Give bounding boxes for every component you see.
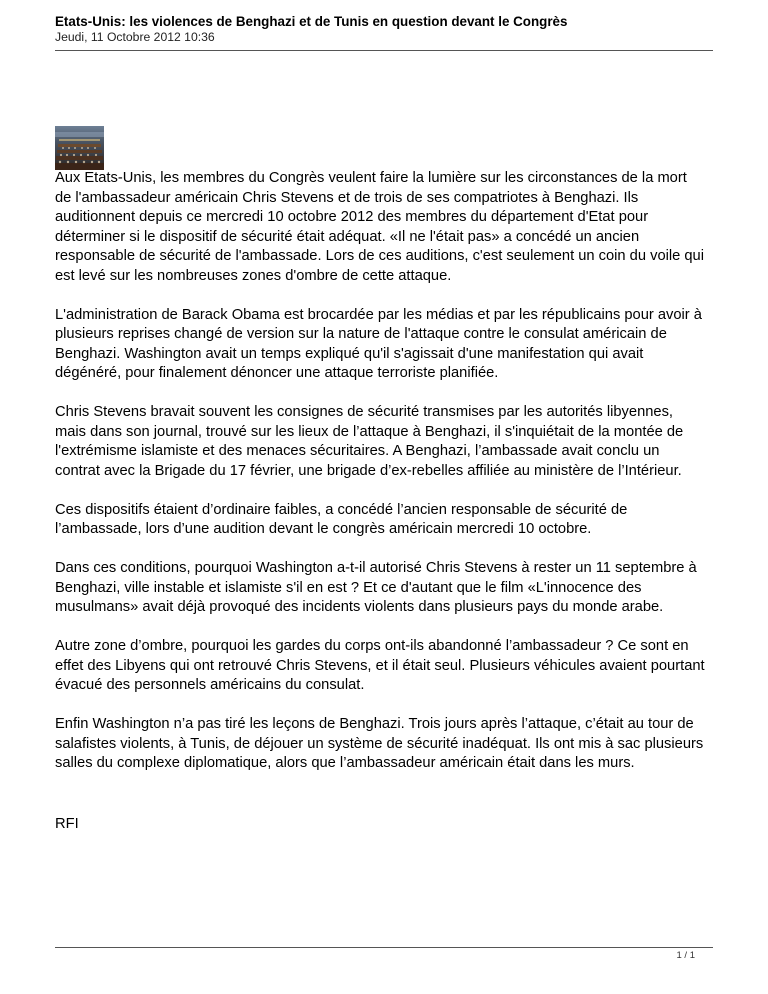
article-paragraph: Ces dispositifs étaient d’ordinaire faibles, a concédé l’ancien responsable de sécurité de l’ambassade, lors d’une audition devant le congrès américain mercredi 10 octobre. bbox=[55, 501, 628, 537]
article-paragraph: Autre zone d’ombre, pourquoi les gardes du corps ont-ils abandonné l’ambassadeur ? Ce sont en effet des Libyens qui ont retrouvé Chris Stevens, et il était seul. Plusieurs véhicules avaient pourtant évacué des personnels américains du consulat. bbox=[55, 638, 705, 693]
article-body bbox=[55, 169, 705, 793]
header-divider bbox=[55, 50, 713, 51]
page-header bbox=[55, 13, 713, 45]
page-number: 1 / 1 bbox=[676, 950, 695, 961]
footer-divider bbox=[55, 947, 713, 948]
article-paragraph: Enfin Washington n’a pas tiré les leçons de Benghazi. Trois jours après l’attaque, c’était au tour de salafistes violents, à Tunis, de déjouer un système de sécurité inadéquat. Ils ont mis à sac plusieurs salles du complexe diplomatique, alors que l’ambassadeur américain était dans les murs. bbox=[55, 716, 704, 771]
article-paragraph: Chris Stevens bravait souvent les consignes de sécurité transmises par les autorités libyennes, mais dans son journal, trouvé sur les lieux de l’attaque à Benghazi, il s'inquiétait de la montée de l'extrémisme islamiste et des menaces sécuritaires. A Benghazi, l’ambassade avait conclu un contrat avec la Brigade du 17 février, une brigade d’ex-rebelles affiliée au ministère de l’Intérieur. bbox=[55, 404, 684, 479]
congress-hearing-thumbnail bbox=[55, 126, 104, 170]
article-paragraph: Aux Etats-Unis, les membres du Congrès veulent faire la lumière sur les circonstances de la mort de l'ambassadeur américain Chris Stevens et de trois de ses compatriotes à Benghazi. Ils auditionnent depuis ce mercredi 10 octobre 2012 des membres du département d'Etat pour déterminer si le dispositif de sécurité était adéquat. «Il ne l'était pas» a concédé un ancien responsable de sécurité de l'ambassade. Lors de ces auditions, c'est seulement un coin du voile qui est levé sur les nombreuses zones d'ombre de cette attaque. bbox=[55, 170, 704, 284]
article-source: RFI bbox=[55, 816, 79, 832]
article-paragraph: Dans ces conditions, pourquoi Washington a-t-il autorisé Chris Stevens à rester un 11 septembre à Benghazi, ville instable et islamiste s'il en est ? Et ce d'autant que le film «L'innocence des musulmans» avait déjà provoqué des incidents violents dans plusieurs pays du monde arabe. bbox=[55, 560, 697, 615]
article-title: Etats-Unis: les violences de Benghazi et de Tunis en question devant le Congrès bbox=[55, 14, 568, 29]
article-date: Jeudi, 11 Octobre 2012 10:36 bbox=[55, 30, 215, 44]
article-paragraph: L'administration de Barack Obama est brocardée par les médias et par les républicains pour avoir à plusieurs reprises changé de version sur la nature de l'attaque contre le consulat américain de Benghazi. Washington avait un temps expliqué qu'il s'agissait d'une manifestation qui avait dégénéré, pour finalement dénoncer une attaque terroriste planifiée. bbox=[55, 306, 702, 381]
